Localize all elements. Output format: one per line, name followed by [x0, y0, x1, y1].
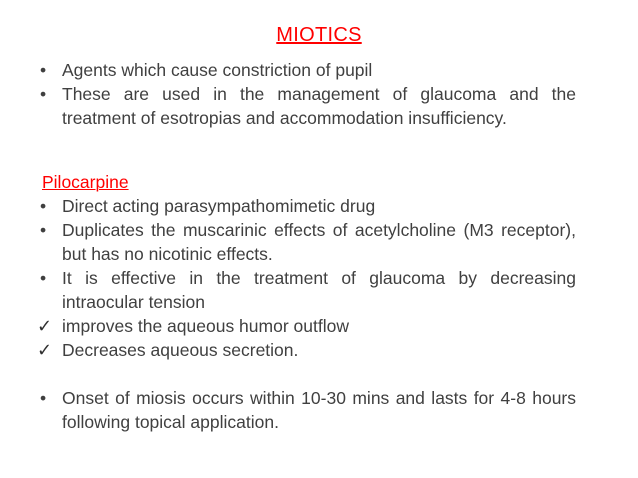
check-icon: ✓ [37, 316, 53, 336]
check-item [37, 338, 576, 362]
pilocarpine-section [37, 170, 576, 434]
bullet-item [40, 386, 576, 434]
bullet-text: It is effective in the treatment of glaucoma by decreasing intraocular tension [62, 268, 576, 312]
bullet-item [40, 266, 576, 314]
bullet-item [40, 194, 576, 218]
bullet-item [40, 58, 576, 82]
slide-title: MIOTICS [276, 24, 362, 46]
bullet-text: These are used in the management of glaucoma and the treatment of esotropias and accommodation insufficiency. [62, 84, 576, 128]
bullet-icon: • [40, 84, 47, 104]
bullet-icon: • [40, 220, 47, 240]
check-item [37, 314, 576, 338]
bullet-item [40, 218, 576, 266]
section-heading: Pilocarpine [42, 172, 129, 192]
bullet-item [40, 82, 576, 130]
intro-list [40, 58, 576, 130]
bullet-text: Onset of miosis occurs within 10-30 mins and lasts for 4-8 hours following topical application. [62, 388, 576, 432]
check-text: Decreases aqueous secretion. [62, 340, 299, 360]
spacer [40, 362, 576, 386]
bullet-icon: • [40, 196, 47, 216]
check-icon: ✓ [37, 340, 53, 360]
bullet-icon: • [40, 268, 47, 288]
bullet-icon: • [40, 388, 47, 408]
bullet-text: Agents which cause constriction of pupil [62, 60, 373, 80]
bullet-text: Duplicates the muscarinic effects of acetylcholine (M3 receptor), but has no nicotinic effects. [62, 220, 576, 264]
check-text: improves the aqueous humor outflow [62, 316, 349, 336]
bullet-icon: • [40, 60, 47, 80]
bullet-text: Direct acting parasympathomimetic drug [62, 196, 376, 216]
